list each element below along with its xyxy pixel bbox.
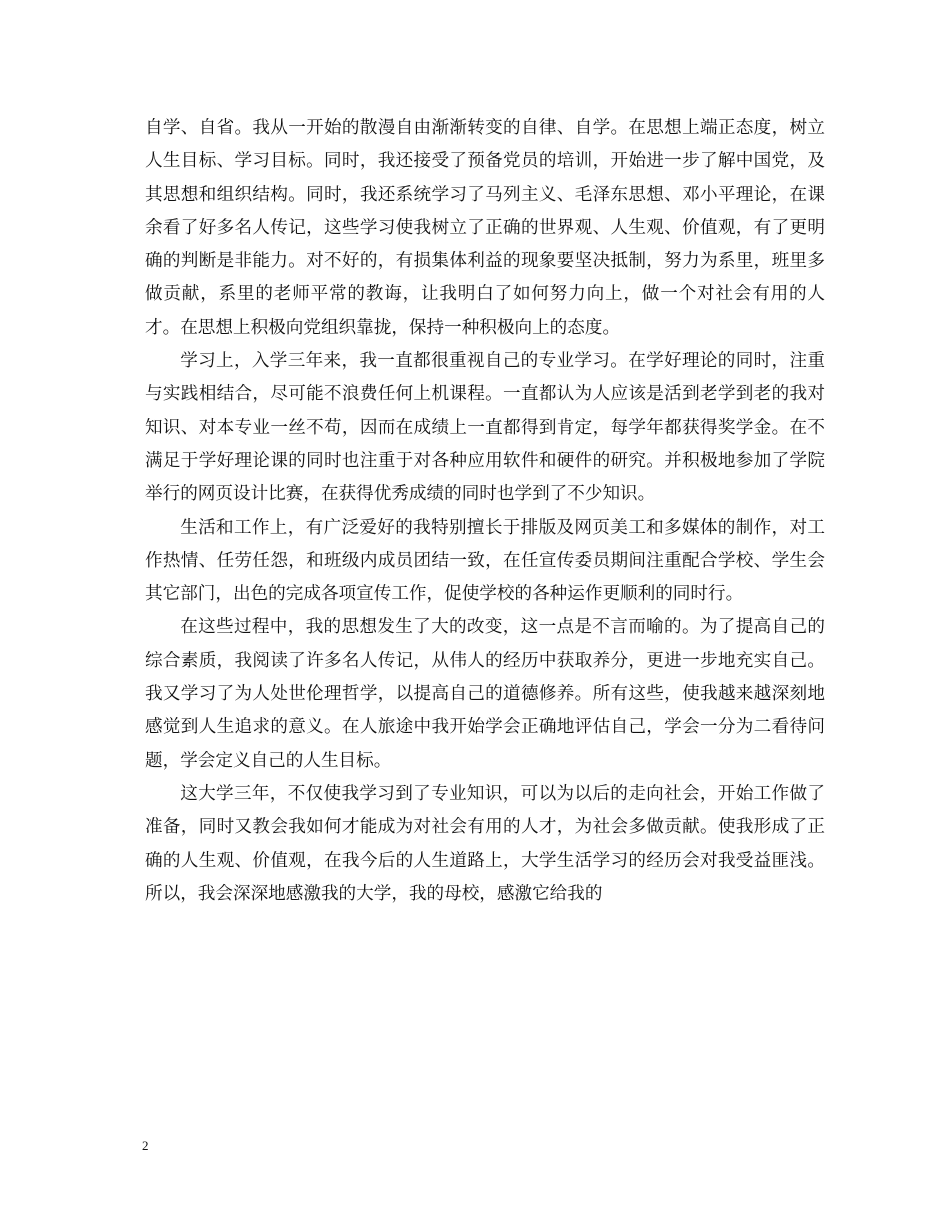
paragraph-2: 学习上，入学三年来，我一直都很重视自己的专业学习。在学好理论的同时，注重与实践相结合，尽可能不浪费任何上机课程。一直都认为人应该是活到老学到老的我对知识、对本专业一丝不苟，因而在成绩上一直都得到肯定，每学年都获得奖学金。在不满足于学好理论课的同时也注重于对各种应用软件和硬件的研究。并积极地参加了学院举行的网页设计比赛，在获得优秀成绩的同时也学到了不少知识。: [145, 351, 825, 505]
paragraph-4: 在这些过程中，我的思想发生了大的改变，这一点是不言而喻的。为了提高自己的综合素质，我阅读了许多名人传记，从伟人的经历中获取养分，更进一步地充实自己。我又学习了为人处世伦理哲学，以提高自己的道德修养。所有这些，使我越来越深刻地感觉到人生追求的意义。在人旅途中我开始学会正确地评估自己，学会一分为二看待问题，学会定义自己的人生目标。: [145, 617, 825, 771]
page-number: 2: [142, 1138, 149, 1153]
paragraph-3: 生活和工作上，有广泛爱好的我特别擅长于排版及网页美工和多媒体的制作，对工作热情、任劳任怨，和班级内成员团结一致，在任宣传委员期间注重配合学校、学生会其它部门，出色的完成各项宣传工作，促使学校的各种运作更顺利的同时行。: [145, 517, 825, 605]
paragraph-1: 自学、自省。我从一开始的散漫自由渐渐转变的自律、自学。在思想上端正态度，树立人生目标、学习目标。同时，我还接受了预备党员的培训，开始进一步了解中国党，及其思想和组织结构。同时，我还系统学习了马列主义、毛泽东思想、邓小平理论，在课余看了好多名人传记，这些学习使我树立了正确的世界观、人生观、价值观，有了更明确的判断是非能力。对不好的，有损集体利益的现象要坚决抵制，努力为系里，班里多做贡献，系里的老师平常的教诲，让我明白了如何努力向上，做一个对社会有用的人才。在思想上积极向党组织靠拢，保持一种积极向上的态度。: [145, 118, 825, 338]
document-body: [145, 112, 825, 911]
paragraph-5: 这大学三年，不仅使我学习到了专业知识，可以为以后的走向社会，开始工作做了准备，同时又教会我如何才能成为对社会有用的人才，为社会多做贡献。使我形成了正确的人生观、价值观，在我今后的人生道路上，大学生活学习的经历会对我受益匪浅。所以，我会深深地感激我的大学，我的母校，感激它给我的: [145, 783, 825, 904]
